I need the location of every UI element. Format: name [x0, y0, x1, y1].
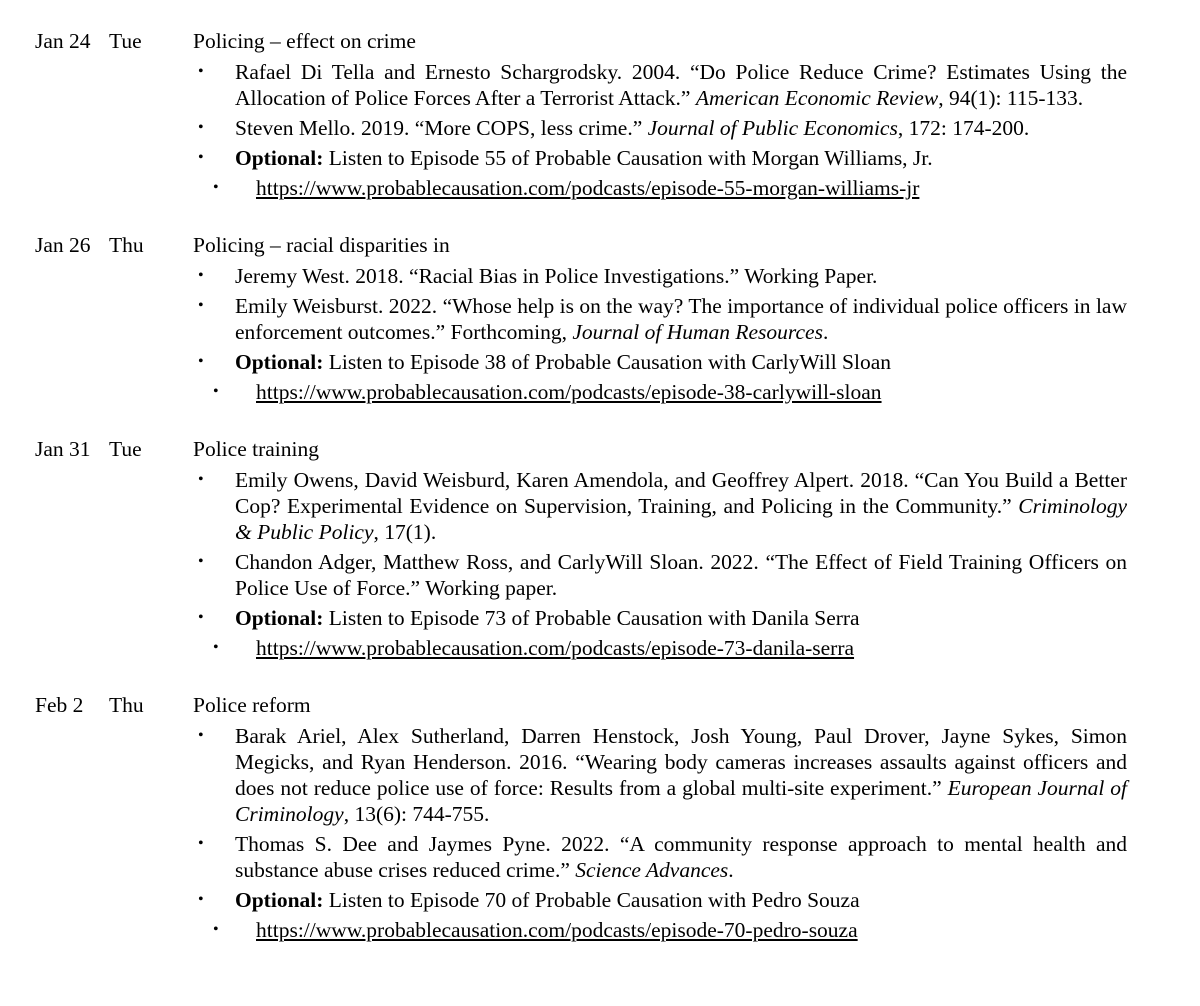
optional-item	[193, 605, 1127, 631]
reading-item	[193, 263, 1127, 289]
session-topic: Police training	[193, 437, 319, 461]
citation-details: .	[822, 320, 829, 344]
reading-list	[193, 723, 1127, 943]
reading-item	[193, 467, 1127, 545]
date-label: Jan 26	[35, 233, 91, 257]
session-jan-24	[0, 28, 1200, 201]
citation-text: Thomas S. Dee and Jaymes Pyne. 2022. “A community response approach to mental health and substance abuse crises reduced crime.”	[235, 832, 1127, 882]
reading-item	[193, 831, 1127, 883]
date-label: Feb 2	[35, 693, 84, 717]
session-content	[193, 436, 1127, 661]
reading-list	[193, 263, 1127, 405]
podcast-link-item	[193, 379, 1127, 405]
citation-text: Jeremy West. 2018. “Racial Bias in Police Investigations.” Working Paper.	[235, 264, 878, 288]
optional-label: Optional:	[235, 350, 324, 374]
journal-name: Journal of Human Resources	[572, 320, 823, 344]
citation-details: , 94(1): 115-133.	[938, 86, 1084, 110]
reading-item	[193, 59, 1127, 111]
session-date	[35, 232, 185, 258]
citation-details: , 13(6): 744-755.	[343, 802, 490, 826]
optional-item	[193, 349, 1127, 375]
citation-text: Chandon Adger, Matthew Ross, and CarlyWill Sloan. 2022. “The Effect of Field Training Officers on Police Use of Force.” Working paper.	[235, 550, 1127, 600]
citation-details: , 172: 174-200.	[897, 116, 1030, 140]
session-jan-31	[0, 436, 1200, 661]
optional-text: Listen to Episode 70 of Probable Causation with Pedro Souza	[323, 888, 860, 912]
day-label: Tue	[109, 29, 142, 53]
optional-text: Listen to Episode 73 of Probable Causation with Danila Serra	[323, 606, 860, 630]
session-topic: Policing – effect on crime	[193, 29, 416, 53]
optional-text: Listen to Episode 38 of Probable Causation with CarlyWill Sloan	[323, 350, 892, 374]
podcast-link[interactable]: https://www.probablecausation.com/podcasts/episode-55-morgan-williams-jr	[256, 176, 920, 200]
session-date	[35, 692, 185, 718]
podcast-link-item	[193, 175, 1127, 201]
reading-item	[193, 723, 1127, 827]
reading-item	[193, 549, 1127, 601]
day-label: Thu	[109, 693, 144, 717]
optional-label: Optional:	[235, 146, 324, 170]
session-content	[193, 28, 1127, 201]
date-label: Jan 24	[35, 29, 91, 53]
reading-item	[193, 115, 1127, 141]
citation-text: Emily Owens, David Weisburd, Karen Amendola, and Geoffrey Alpert. 2018. “Can You Build a Better Cop? Experimental Evidence on Supervision, Training, and Policing in the Community.”	[235, 468, 1127, 518]
session-date	[35, 28, 185, 54]
optional-item	[193, 145, 1127, 171]
session-content	[193, 232, 1127, 405]
optional-item	[193, 887, 1127, 913]
citation-details: .	[728, 858, 734, 882]
session-topic: Police reform	[193, 693, 311, 717]
day-label: Thu	[109, 233, 144, 257]
optional-label: Optional:	[235, 888, 324, 912]
journal-name: Science Advances	[575, 858, 729, 882]
session-content	[193, 692, 1127, 943]
session-feb-2	[0, 692, 1200, 943]
session-topic: Policing – racial disparities in	[193, 233, 450, 257]
citation-details: , 17(1).	[373, 520, 437, 544]
podcast-link[interactable]: https://www.probablecausation.com/podcasts/episode-38-carlywill-sloan	[256, 380, 882, 404]
citation-text: Barak Ariel, Alex Sutherland, Darren Henstock, Josh Young, Paul Drover, Jayne Sykes, Simon Megicks, and Ryan Henderson. 2016. “Wearing body cameras increases assaults against officers and does not reduce police use of force: Results from a global multi-site experiment.”	[235, 724, 1127, 800]
optional-label: Optional:	[235, 606, 324, 630]
date-label: Jan 31	[35, 437, 91, 461]
journal-name: European Journal of Criminology	[235, 776, 1128, 826]
citation-text: Emily Weisburst. 2022. “Whose help is on the way? The importance of individual police officers in law enforcement outcomes.” Forthcoming,	[235, 294, 1127, 344]
citation-text: Rafael Di Tella and Ernesto Schargrodsky. 2004. “Do Police Reduce Crime? Estimates Using the Allocation of Police Forces After a Terrorist Attack.”	[235, 60, 1127, 110]
reading-item	[193, 293, 1127, 345]
podcast-link-item	[193, 635, 1127, 661]
citation-text: Steven Mello. 2019. “More COPS, less crime.”	[235, 116, 648, 140]
podcast-link[interactable]: https://www.probablecausation.com/podcasts/episode-73-danila-serra	[256, 636, 855, 660]
journal-name: Journal of Public Economics	[647, 116, 898, 140]
podcast-link[interactable]: https://www.probablecausation.com/podcasts/episode-70-pedro-souza	[256, 918, 858, 942]
podcast-link-item	[193, 917, 1127, 943]
session-jan-26	[0, 232, 1200, 405]
optional-text: Listen to Episode 55 of Probable Causation with Morgan Williams, Jr.	[323, 146, 933, 170]
session-date	[35, 436, 185, 462]
reading-list	[193, 467, 1127, 661]
journal-name: American Economic Review	[695, 86, 939, 110]
reading-list	[193, 59, 1127, 201]
journal-name: Criminology & Public Policy	[235, 494, 1127, 544]
day-label: Tue	[109, 437, 142, 461]
